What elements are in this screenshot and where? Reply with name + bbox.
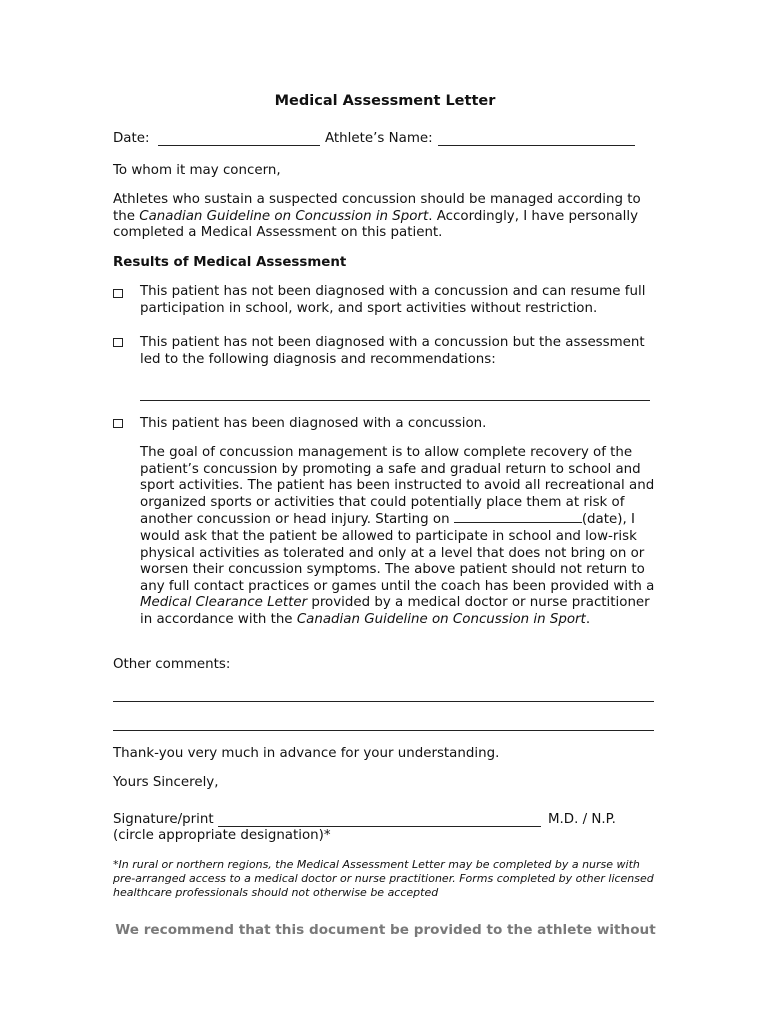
goal-text-end: . [585,611,591,627]
option1-checkbox[interactable] [113,289,123,298]
management-paragraph [140,445,660,629]
guideline-title: Canadian Guideline on Concussion in Sport [139,208,429,224]
other-comments-label: Other comments: [113,657,231,672]
intro-text-2: . Accordingly, I have personally completed a Medical Assessment on this patient. [113,208,639,241]
clearance-letter-title: Medical Clearance Letter [140,595,308,611]
goal-text-3: provided by a medical doctor or nurse practitioner in accordance with the [140,595,650,627]
comments-line-2[interactable] [113,730,654,731]
page-cutoff [0,941,770,1024]
comments-line-1[interactable] [113,701,654,702]
signature-label: Signature/print [113,812,214,827]
option2-text: This patient has not been diagnosed with a concussion but the assessment led to the following diagnosis and recommendations: [140,335,645,367]
closing-text: Yours Sincerely, [113,775,219,790]
date-field-line[interactable] [158,145,320,146]
goal-text-1: The goal of concussion management is to allow complete recovery of the patient’s concussion by promoting a safe and gradual return to school and sport activities. The patient has been instructed to avoid all recreational and organized sports or activities that could potentially place them at risk of another concussion or head injury. Starting on [140,445,655,528]
footnote: *In rural or northern regions, the Medical Assessment Letter may be completed by a nurse with pre-arranged access to a medical doctor or nurse practitioner. Forms completed by other licensed healthcare professionals should not otherwise be accepted [113,858,654,899]
option3-checkbox[interactable] [113,419,123,428]
document-title: Medical Assessment Letter [274,93,496,109]
circle-designation-note: (circle appropriate designation)* [113,828,331,843]
goal-text-2: (date), I would ask that the patient be allowed to participate in school and low-risk physical activities as tolerated and only at a level that does not bring on or worsen their concussion symptoms. The above patient should not return to any full contact practices or games until the coach has been provided with a [140,512,655,594]
guideline-title-2: Canadian Guideline on Concussion in Sport [296,611,586,627]
diagnosis-field-line[interactable] [140,400,650,401]
designation-text: M.D. / N.P. [548,812,616,827]
start-date-field[interactable] [454,511,582,523]
results-heading: Results of Medical Assessment [113,255,347,270]
option1-text: This patient has not been diagnosed with a concussion and can resume full participation in school, work, and sport activities without restriction. [140,284,646,316]
athlete-name-label: Athlete’s Name: [325,131,433,146]
athlete-name-field-line[interactable] [438,145,635,146]
signature-field-line[interactable] [218,826,541,827]
option2-checkbox[interactable] [113,338,123,347]
intro-paragraph [113,192,658,242]
thanks-text: Thank-you very much in advance for your understanding. [113,746,500,761]
recommendation-note: We recommend that this document be provided to the athlete without [115,922,656,938]
date-label: Date: [113,131,150,146]
greeting: To whom it may concern, [113,163,281,178]
intro-text-1: Athletes who sustain a suspected concussion should be managed according to the [113,192,641,224]
option3-text: This patient has been diagnosed with a concussion. [140,416,487,431]
